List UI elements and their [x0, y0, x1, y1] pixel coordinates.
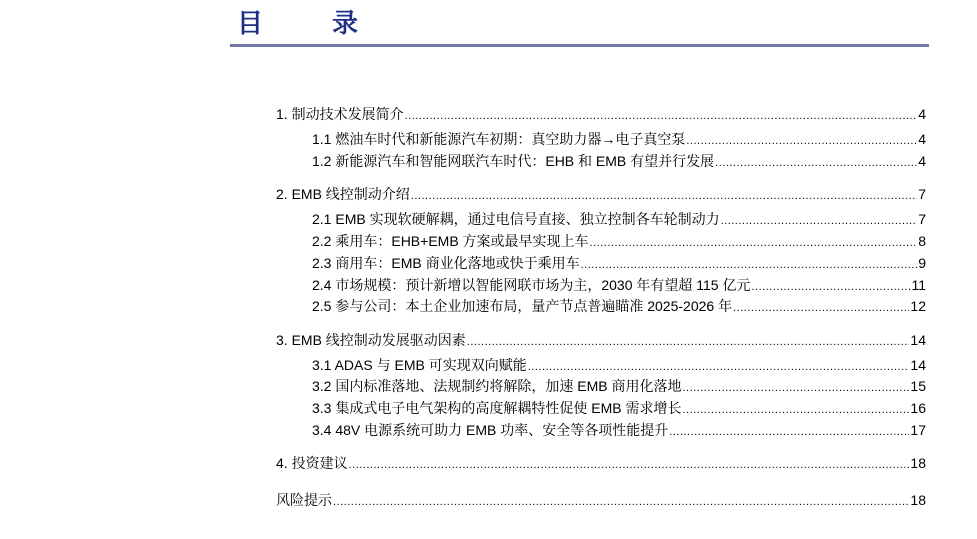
- toc-entry-2-2[interactable]: [312, 232, 926, 252]
- toc-page-number: 11: [911, 277, 926, 293]
- toc-entry-label: 4. 投资建议: [276, 455, 348, 471]
- toc-entry-2-1[interactable]: [312, 210, 926, 230]
- toc-entry-3-1[interactable]: [312, 356, 926, 376]
- toc-entry-risk[interactable]: [276, 491, 926, 511]
- toc-entry-label: 2. EMB 线控制动介绍: [276, 186, 410, 202]
- toc-leader-dots: [405, 107, 918, 125]
- toc-leader-dots: [590, 234, 918, 252]
- toc-leader-dots: [682, 379, 909, 397]
- toc-page-number: 7: [918, 211, 926, 227]
- toc-entry-label: 3. EMB 线控制动发展驱动因素: [276, 332, 466, 348]
- toc-entry-1-2[interactable]: [312, 152, 926, 172]
- toc-page-number: 17: [910, 422, 926, 438]
- toc-entry-label: 1.2 新能源汽车和智能网联汽车时代：EHB 和 EMB 有望并行发展: [312, 153, 715, 169]
- toc-page-number: 15: [910, 378, 926, 394]
- toc-page-number: 4: [918, 131, 926, 147]
- toc-page-number: 14: [910, 332, 926, 348]
- toc-page-number: 14: [910, 357, 926, 373]
- toc-entry-label: 3.1 ADAS 与 EMB 可实现双向赋能: [312, 357, 527, 373]
- toc-page-number: 9: [918, 255, 926, 271]
- toc-entry-label: 1.1 燃油车时代和新能源汽车初期：真空助力器→电子真空泵: [312, 131, 686, 147]
- toc-leader-dots: [715, 154, 917, 172]
- toc-entry-2[interactable]: [276, 185, 926, 205]
- toc-entry-label: 2.4 市场规模：预计新增以智能网联市场为主，2030 年有望超 115 亿元: [312, 277, 751, 293]
- toc-leader-dots: [682, 401, 909, 419]
- toc-page-number: 7: [918, 186, 926, 202]
- toc-leader-dots: [669, 423, 909, 441]
- toc-entry-1[interactable]: [276, 105, 926, 125]
- toc-entry-3-4[interactable]: [312, 421, 926, 441]
- toc-leader-dots: [721, 212, 918, 230]
- toc-entry-3-3[interactable]: [312, 399, 926, 419]
- toc-page-number: 18: [910, 455, 926, 471]
- toc-leader-dots: [349, 456, 910, 474]
- toc-leader-dots: [581, 256, 918, 274]
- toc-page-number: 8: [918, 233, 926, 249]
- toc-entry-3[interactable]: [276, 331, 926, 351]
- toc-entry-1-1[interactable]: [312, 130, 926, 150]
- toc-page-number: 18: [910, 492, 926, 508]
- toc-entry-label: 3.2 国内标准落地、法规制约将解除，加速 EMB 商用化落地: [312, 378, 682, 394]
- toc-leader-dots: [686, 132, 917, 150]
- toc-leader-dots: [733, 299, 909, 317]
- toc-entry-2-5[interactable]: [312, 297, 926, 317]
- toc-page-number: 16: [910, 400, 926, 416]
- toc-page-number: 4: [918, 106, 926, 122]
- toc-leader-dots: [333, 493, 909, 511]
- toc-entry-2-4[interactable]: [312, 276, 926, 296]
- toc-entry-label: 3.4 48V 电源系统可助力 EMB 功率、安全等各项性能提升: [312, 422, 669, 438]
- toc-leader-dots: [467, 333, 910, 351]
- toc-page-number: 4: [918, 153, 926, 169]
- toc-entry-label: 3.3 集成式电子电气架构的高度解耦特性促使 EMB 需求增长: [312, 400, 682, 416]
- toc-entry-label: 2.3 商用车：EMB 商业化落地或快于乘用车: [312, 255, 580, 271]
- toc-entry-3-2[interactable]: [312, 377, 926, 397]
- toc-leader-dots: [411, 187, 917, 205]
- toc-entry-label: 2.5 参与公司：本土企业加速布局，量产节点普遍瞄准 2025-2026 年: [312, 298, 733, 314]
- toc-entry-label: 2.1 EMB 实现软硬解耦，通过电信号直接、独立控制各车轮制动力: [312, 211, 720, 227]
- page-title: 目 录: [237, 9, 389, 39]
- toc-entry-label: 2.2 乘用车：EHB+EMB 方案或最早实现上车: [312, 233, 589, 249]
- toc-page-number: 12: [910, 298, 926, 314]
- toc-leader-dots: [528, 358, 910, 376]
- toc-entry-4[interactable]: [276, 454, 926, 474]
- toc-entry-label: 1. 制动技术发展简介: [276, 106, 404, 122]
- toc-entry-2-3[interactable]: [312, 254, 926, 274]
- toc-leader-dots: [751, 278, 910, 296]
- toc-entry-label: 风险提示: [276, 492, 332, 508]
